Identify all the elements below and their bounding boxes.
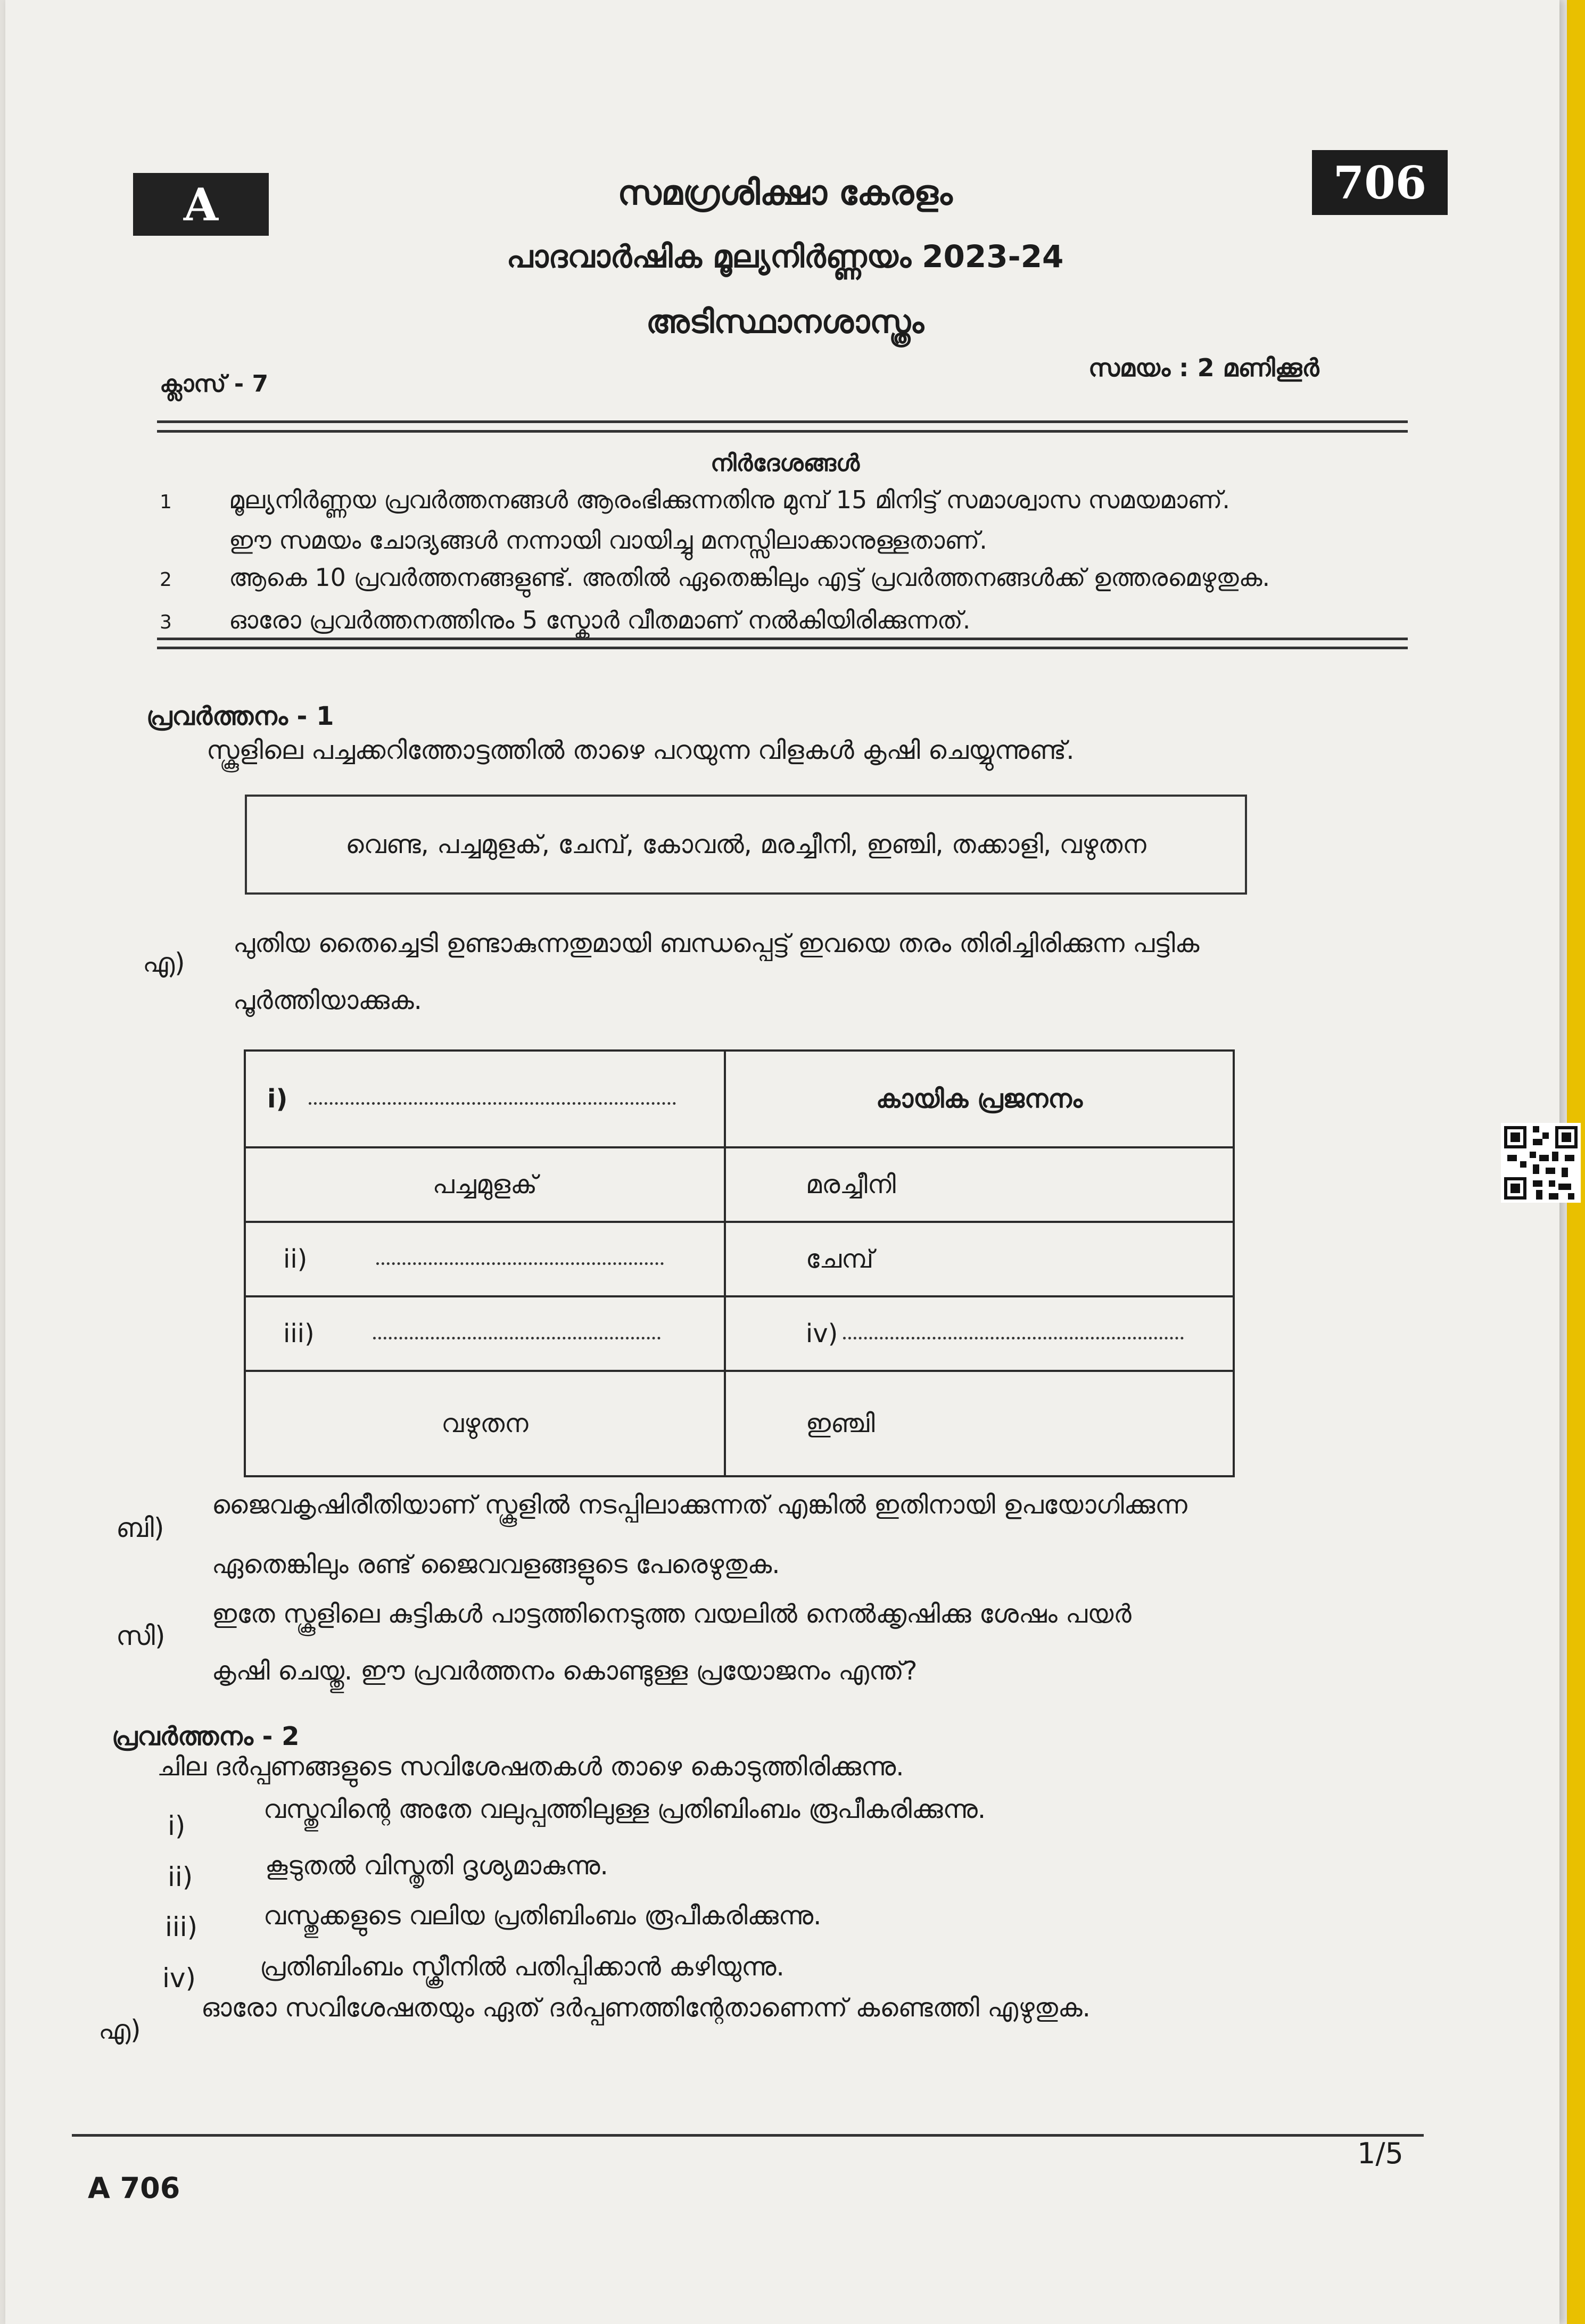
exam-page	[5, 0, 1559, 2324]
table-row	[245, 1051, 1234, 1147]
instruction-1-continued: ഈ സമയം ചോദ്യങ്ങൾ നന്നായി വായിച്ചു മനസ്സിലാക്കാനുള്ളതാണ്.	[229, 526, 987, 555]
blank-number: iii)	[283, 1319, 315, 1349]
activity-1-intro: സ്കൂളിലെ പച്ചക്കറിത്തോട്ടത്തിൽ താഴെ പറയുന്ന വിളകൾ കൃഷി ചെയ്യുന്നുണ്ട്.	[207, 735, 1075, 765]
instruction-text: ഓരോ പ്രവർത്തനത്തിനും 5 സ്കോർ വീതമാണ് നൽകിയിരിക്കുന്നത്.	[229, 606, 971, 634]
table-cell	[245, 1222, 725, 1296]
instruction-text: ആകെ 10 പ്രവർത്തനങ്ങളുണ്ട്. അതിൽ ഏതെങ്കിലും എട്ട് പ്രവർത്തനങ്ങൾക്ക് ഉത്തരമെഴുതുക.	[229, 563, 1270, 592]
organization-title: സമഗ്രശിക്ഷാ കേരളം	[617, 173, 953, 213]
activity-2-title: പ്രവർത്തനം - 2	[112, 1722, 300, 1751]
feature-3-mark: iii)	[165, 1912, 198, 1942]
footer-paper-code: A 706	[88, 2171, 180, 2205]
table-row	[245, 1296, 1234, 1371]
exam-title: പാദവാർഷിക മൂല്യനിർണ്ണയം 2023-24	[506, 238, 1064, 275]
table-cell: ഇഞ്ചി	[725, 1371, 1234, 1476]
answer-blank[interactable]	[373, 1331, 661, 1339]
subject-title: അടിസ്ഥാനശാസ്ത്രം	[646, 303, 924, 341]
header-rule-top	[157, 420, 1408, 423]
instruction-2	[160, 563, 1270, 593]
plants-list-box	[245, 795, 1247, 895]
question-1c-line-1: ഇതേ സ്കൂളിലെ കുട്ടികൾ പാട്ടത്തിനെടുത്ത വയലിൽ നെൽക്കൃഷിക്കു ശേഷം പയർ	[212, 1599, 1132, 1629]
set-badge: A	[133, 173, 269, 236]
table-cell: ചേമ്പ്	[725, 1222, 1234, 1296]
blank-number: iv)	[805, 1319, 838, 1349]
instruction-3	[160, 606, 970, 635]
footer-rule	[72, 2134, 1424, 2137]
feature-4-mark: iv)	[162, 1963, 196, 1994]
feature-1-text: വസ്തുവിന്റെ അതേ വലുപ്പത്തിലുള്ള പ്രതിബിംബം രൂപീകരിക്കുന്നു.	[263, 1794, 986, 1824]
blank-number: ii)	[283, 1244, 308, 1274]
class-label: ക്ലാസ് - 7	[160, 370, 269, 398]
activity-2-intro: ചില ദർപ്പണങ്ങളുടെ സവിശേഷതകൾ താഴെ കൊടുത്തിരിക്കുന്നു.	[157, 1752, 904, 1782]
header-rule-bottom	[157, 430, 1408, 433]
question-1a-mark: എ)	[143, 947, 185, 978]
qr-code-icon	[1501, 1123, 1581, 1203]
instruction-number: 1	[160, 491, 172, 513]
question-1a-line-1: പുതിയ തൈച്ചെടി ഉണ്ടാകുന്നതുമായി ബന്ധപ്പെട്ട് ഇവയെ തരം തിരിച്ചിരിക്കുന്ന പട്ടിക	[233, 929, 1200, 958]
classification-table	[244, 1049, 1235, 1477]
table-cell: വഴുതന	[245, 1371, 725, 1476]
question-1b-line-2: ഏതെങ്കിലും രണ്ട് ജൈവവളങ്ങളുടെ പേരെഴുതുക.	[212, 1550, 780, 1579]
instructions-rule-bottom	[157, 647, 1408, 649]
paper-code-badge: 706	[1312, 150, 1448, 215]
blank-number: i)	[267, 1084, 288, 1114]
feature-3-text: വസ്തുക്കളുടെ വലിയ പ്രതിബിംബം രൂപീകരിക്കുന്നു.	[263, 1901, 822, 1931]
table-row	[245, 1222, 1234, 1296]
instruction-text: മൂല്യനിർണ്ണയ പ്രവർത്തനങ്ങൾ ആരംഭിക്കുന്നതിനു മുമ്പ് 15 മിനിട്ട് സമാശ്വാസ സമയമാണ്.	[229, 485, 1231, 514]
activity-1-title: പ്രവർത്തനം - 1	[146, 701, 334, 731]
table-cell	[725, 1296, 1234, 1371]
question-1b-mark: ബി)	[116, 1512, 164, 1543]
instruction-number: 3	[160, 611, 172, 633]
table-cell	[245, 1296, 725, 1371]
answer-blank[interactable]	[309, 1097, 676, 1105]
feature-2-text: കൂടുതൽ വിസ്തൃതി ദൃശ്യമാകുന്നു.	[265, 1851, 608, 1881]
table-cell: മരച്ചീനി	[725, 1147, 1234, 1222]
answer-blank[interactable]	[843, 1331, 1184, 1339]
feature-4-text: പ്രതിബിംബം സ്ക്രീനിൽ പതിപ്പിക്കാൻ കഴിയുന്നു.	[260, 1952, 785, 1982]
instructions-title: നിർദേശങ്ങൾ	[710, 450, 860, 477]
time-label: സമയം : 2 മണിക്കൂർ	[1088, 353, 1319, 382]
instructions-rule-top	[157, 638, 1408, 640]
question-2a-text: ഓരോ സവിശേഷതയും ഏത് ദർപ്പണത്തിന്റേതാണെന്ന് കണ്ടെത്തി എഴുതുക.	[201, 1993, 1091, 2023]
question-1b-line-1: ജൈവകൃഷിരീതിയാണ് സ്കൂളിൽ നടപ്പിലാക്കുന്നത് എങ്കിൽ ഇതിനായി ഉപയോഗിക്കുന്ന	[212, 1490, 1187, 1520]
table-row	[245, 1147, 1234, 1222]
instruction-number: 2	[160, 569, 172, 591]
table-header-vegetative: കായിക പ്രജനനം	[725, 1051, 1234, 1147]
page-number: 1/5	[1357, 2137, 1404, 2170]
question-2a-mark: എ)	[98, 2014, 141, 2045]
instruction-1	[160, 485, 1230, 515]
table-row	[245, 1371, 1234, 1476]
question-1c-line-2: കൃഷി ചെയ്തു. ഈ പ്രവർത്തനം കൊണ്ടുള്ള പ്രയോജനം എന്ത്?	[212, 1656, 918, 1686]
question-1a-line-2: പൂർത്തിയാക്കുക.	[233, 986, 422, 1015]
table-cell: പച്ചമുളക്	[245, 1147, 725, 1222]
table-cell	[245, 1051, 725, 1147]
feature-2-mark: ii)	[168, 1862, 193, 1892]
plants-list: വെണ്ട, പച്ചമുളക്, ചേമ്പ്, കോവൽ, മരച്ചീനി, ഇഞ്ചി, തക്കാളി, വഴുതന	[345, 829, 1146, 859]
answer-blank[interactable]	[376, 1257, 664, 1265]
question-1c-mark: സി)	[116, 1620, 166, 1651]
feature-1-mark: i)	[168, 1810, 186, 1841]
